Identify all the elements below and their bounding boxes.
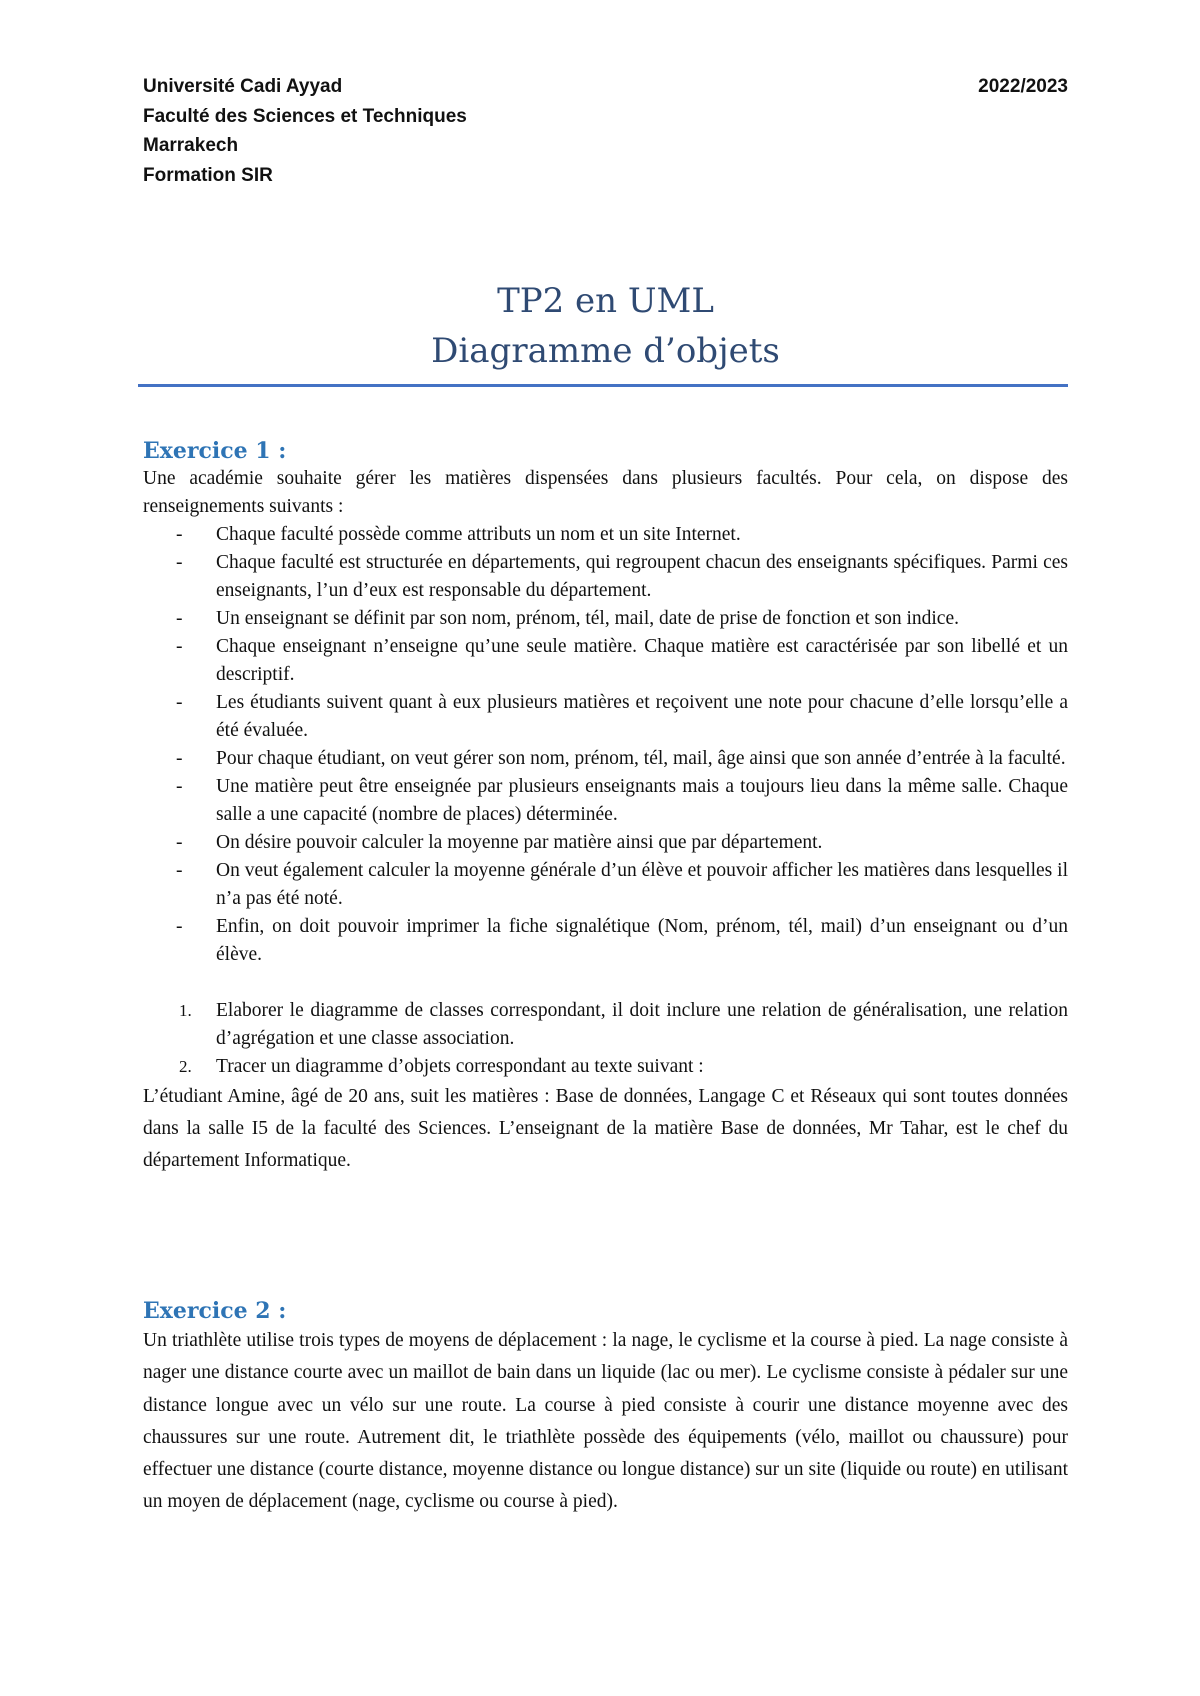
university-name: Université Cadi Ayyad <box>143 76 343 97</box>
document-header <box>143 72 1068 190</box>
list-item <box>143 689 1068 745</box>
task-item <box>143 997 1068 1053</box>
exercise-2-heading: Exercice 2 : <box>143 1298 287 1324</box>
dash-marker: - <box>176 860 183 881</box>
task-item <box>143 1053 1068 1081</box>
exercise-1-tasks <box>143 997 1068 1081</box>
document-title <box>143 276 1068 376</box>
list-item <box>143 745 1068 773</box>
list-item-text: Enfin, on doit pouvoir imprimer la fiche signalétique (Nom, prénom, tél, mail) d’un enseignant ou d’un élève. <box>216 916 1068 965</box>
task-number: 2. <box>179 1057 192 1076</box>
dash-marker: - <box>176 524 183 545</box>
dash-marker: - <box>176 636 183 657</box>
dash-marker: - <box>176 916 183 937</box>
city-name: Marrakech <box>143 135 239 156</box>
list-item <box>143 521 1068 549</box>
list-item <box>143 829 1068 857</box>
list-item-text: Chaque faculté est structurée en départements, qui regroupent chacun des enseignants spécifiques. Parmi ces enseignants, l’un d’eux est responsable du département. <box>216 552 1068 601</box>
list-item-text: Pour chaque étudiant, on veut gérer son nom, prénom, tél, mail, âge ainsi que son année d’entrée à la faculté. <box>216 748 1066 769</box>
exercise-2-section <box>143 1297 1068 1519</box>
list-item-text: Chaque faculté possède comme attributs un nom et un site Internet. <box>216 524 741 545</box>
faculty-name: Faculté des Sciences et Techniques <box>143 105 467 127</box>
task-text: Tracer un diagramme d’objets correspondant au texte suivant : <box>216 1056 704 1077</box>
title-line-2: Diagramme d’objets <box>431 331 780 371</box>
academic-year: 2022/2023 <box>978 76 1068 97</box>
task-text: Elaborer le diagramme de classes correspondant, il doit inclure une relation de généralisation, une relation d’agrégation et une classe association. <box>216 1000 1068 1049</box>
list-item-text: Chaque enseignant n’enseigne qu’une seule matière. Chaque matière est caractérisée par son libellé et un descriptif. <box>216 636 1068 685</box>
list-item <box>143 605 1068 633</box>
list-item-text: Les étudiants suivent quant à eux plusieurs matières et reçoivent une note pour chacune d’elle lorsqu’elle a été évaluée. <box>216 692 1068 741</box>
dash-marker: - <box>176 776 183 797</box>
list-item <box>143 773 1068 829</box>
dash-marker: - <box>176 748 183 769</box>
dash-marker: - <box>176 552 183 573</box>
list-item <box>143 857 1068 913</box>
list-item <box>143 633 1068 689</box>
exercise-1-scenario: L’étudiant Amine, âgé de 20 ans, suit les matières : Base de données, Langage C et Réseaux qui sont toutes données dans la salle I5 de la faculté des Sciences. L’enseignant de la matière Base de données, Mr Tahar, est le chef du département Informatique. <box>143 1086 1068 1171</box>
exercise-1-heading: Exercice 1 : <box>143 438 287 464</box>
task-number: 1. <box>179 1001 192 1020</box>
dash-marker: - <box>176 832 183 853</box>
program-name: Formation SIR <box>143 164 273 186</box>
list-item-text: Un enseignant se définit par son nom, prénom, tél, mail, date de prise de fonction et son indice. <box>216 608 959 629</box>
list-item-text: Une matière peut être enseignée par plusieurs enseignants mais a toujours lieu dans la même salle. Chaque salle a une capacité (nombre de places) déterminée. <box>216 776 1068 825</box>
list-item-text: On désire pouvoir calculer la moyenne par matière ainsi que par département. <box>216 832 823 853</box>
exercise-1-section <box>143 437 1068 1177</box>
list-item-text: On veut également calculer la moyenne générale d’un élève et pouvoir afficher les matières dans lesquelles il n’a pas été noté. <box>216 860 1068 909</box>
title-line-1: TP2 en UML <box>497 281 714 321</box>
list-item <box>143 913 1068 969</box>
exercise-1-requirements <box>143 521 1068 969</box>
exercise-1-intro: Une académie souhaite gérer les matières dispensées dans plusieurs facultés. Pour cela, on dispose des renseignements suivants : <box>143 468 1068 517</box>
dash-marker: - <box>176 608 183 629</box>
dash-marker: - <box>176 692 183 713</box>
exercise-2-text: Un triathlète utilise trois types de moyens de déplacement : la nage, le cyclisme et la course à pied. La nage consiste à nager une distance courte avec un maillot de bain dans un liquide (lac ou mer). Le cyclisme consiste à pédaler sur une distance longue avec un vélo sur une route. La course à pied consiste à courir une distance moyenne avec des chaussures sur une route. Autrement dit, le triathlète possède des équipements (vélo, maillot ou chaussure) pour effectuer une distance (courte distance, moyenne distance ou longue distance) sur un site (liquide ou route) en utilisant un moyen de déplacement (nage, cyclisme ou course à pied). <box>143 1330 1068 1513</box>
title-divider <box>138 384 1068 387</box>
list-item <box>143 549 1068 605</box>
